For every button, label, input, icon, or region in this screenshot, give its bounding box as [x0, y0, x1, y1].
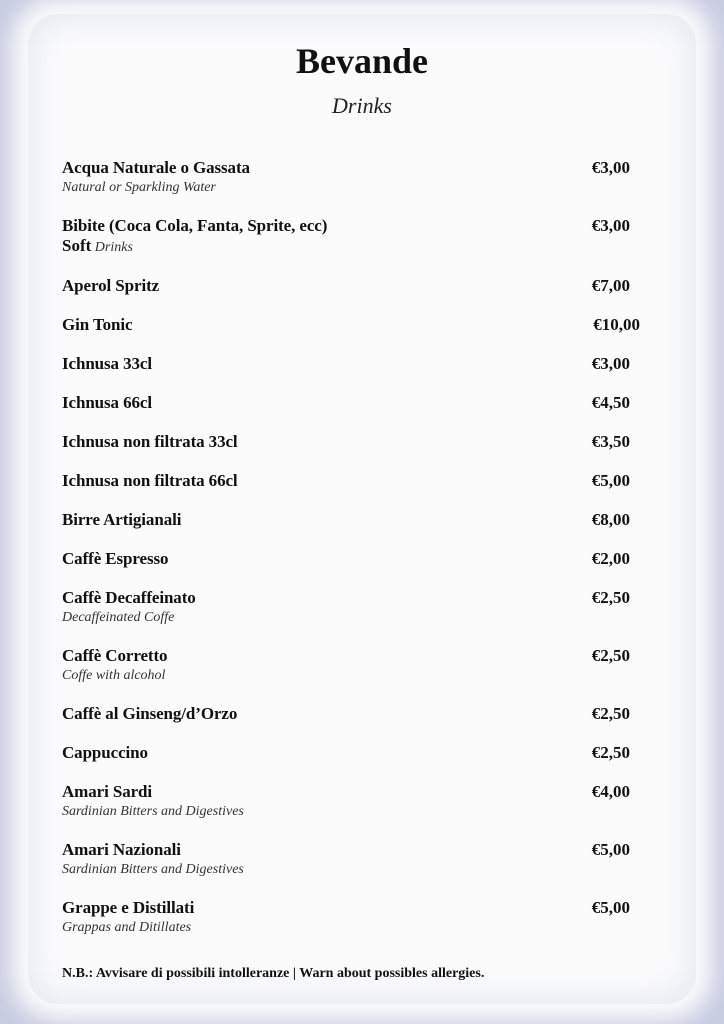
item-price: €2,00 — [591, 549, 630, 568]
menu-item — [62, 840, 642, 879]
menu-item — [62, 510, 642, 530]
item-name: Ichnusa non filtrata 33cl — [62, 432, 238, 451]
item-price: €5,00 — [591, 471, 630, 490]
item-price: €4,00 — [591, 782, 630, 801]
item-price: €7,00 — [591, 276, 630, 295]
menu-item — [62, 354, 642, 374]
menu-item — [62, 432, 642, 452]
item-description — [62, 860, 642, 879]
item-price: €4,50 — [591, 393, 630, 412]
allergy-note: N.B.: Avvisare di possibili intolleranze | Warn about possibles allergies. — [62, 966, 485, 981]
item-name: Caffè Espresso — [62, 549, 169, 568]
item-description — [62, 178, 642, 197]
item-price: €3,50 — [591, 432, 630, 451]
menu-item — [62, 898, 642, 937]
item-price: €3,00 — [591, 158, 630, 177]
item-name: Bibite (Coca Cola, Fanta, Sprite, ecc) — [62, 216, 328, 235]
menu-item — [62, 216, 642, 257]
item-price: €2,50 — [591, 704, 630, 723]
item-description-text: Sardinian Bitters and Digestives — [62, 804, 244, 819]
menu-item — [62, 158, 642, 197]
menu-item — [62, 704, 642, 724]
menu-item — [62, 646, 642, 685]
item-price: €5,00 — [591, 898, 630, 917]
menu-item — [62, 393, 642, 413]
item-name: Caffè Corretto — [62, 646, 168, 665]
drinks-list — [62, 158, 642, 956]
item-description-text: Sardinian Bitters and Digestives — [62, 862, 244, 877]
item-description-text: Natural or Sparkling Water — [62, 180, 216, 195]
item-price: €2,50 — [591, 743, 630, 762]
menu-item — [62, 588, 642, 627]
item-description-text: Drinks — [94, 240, 133, 255]
item-description-text: Decaffeinated Coffe — [62, 610, 175, 625]
item-name: Caffè al Ginseng/d’Orzo — [62, 704, 238, 723]
menu-item — [62, 471, 642, 491]
item-description — [62, 236, 642, 257]
item-name: Ichnusa non filtrata 66cl — [62, 471, 238, 490]
page-title: Bevande — [295, 41, 428, 81]
item-price: €10,00 — [593, 315, 640, 334]
menu-item — [62, 549, 642, 569]
item-name: Caffè Decaffeinato — [62, 588, 196, 607]
item-description-bold: Soft — [62, 236, 92, 255]
item-description — [62, 918, 642, 937]
item-name: Birre Artigianali — [62, 510, 182, 529]
menu-item — [62, 276, 642, 296]
item-name: Grappe e Distillati — [62, 898, 195, 917]
item-price: €5,00 — [591, 840, 630, 859]
item-name: Amari Nazionali — [62, 840, 181, 859]
item-price: €3,00 — [591, 354, 630, 373]
menu-item — [62, 743, 642, 763]
item-price: €3,00 — [591, 216, 630, 235]
page-subtitle: Drinks — [332, 93, 392, 118]
item-name: Aperol Spritz — [62, 276, 160, 295]
item-name: Amari Sardi — [62, 782, 153, 801]
item-description — [62, 666, 642, 685]
item-description — [62, 802, 642, 821]
menu-item — [62, 782, 642, 821]
item-description — [62, 608, 642, 627]
item-description-text: Coffe with alcohol — [62, 668, 166, 683]
item-name: Acqua Naturale o Gassata — [62, 158, 250, 177]
item-name: Cappuccino — [62, 743, 148, 762]
item-name: Gin Tonic — [62, 315, 133, 334]
item-name: Ichnusa 33cl — [62, 354, 152, 373]
item-price: €8,00 — [591, 510, 630, 529]
item-price: €2,50 — [591, 646, 630, 665]
item-description-text: Grappas and Ditillates — [62, 920, 192, 935]
menu-item — [62, 315, 642, 335]
item-name: Ichnusa 66cl — [62, 393, 152, 412]
item-price: €2,50 — [591, 588, 630, 607]
